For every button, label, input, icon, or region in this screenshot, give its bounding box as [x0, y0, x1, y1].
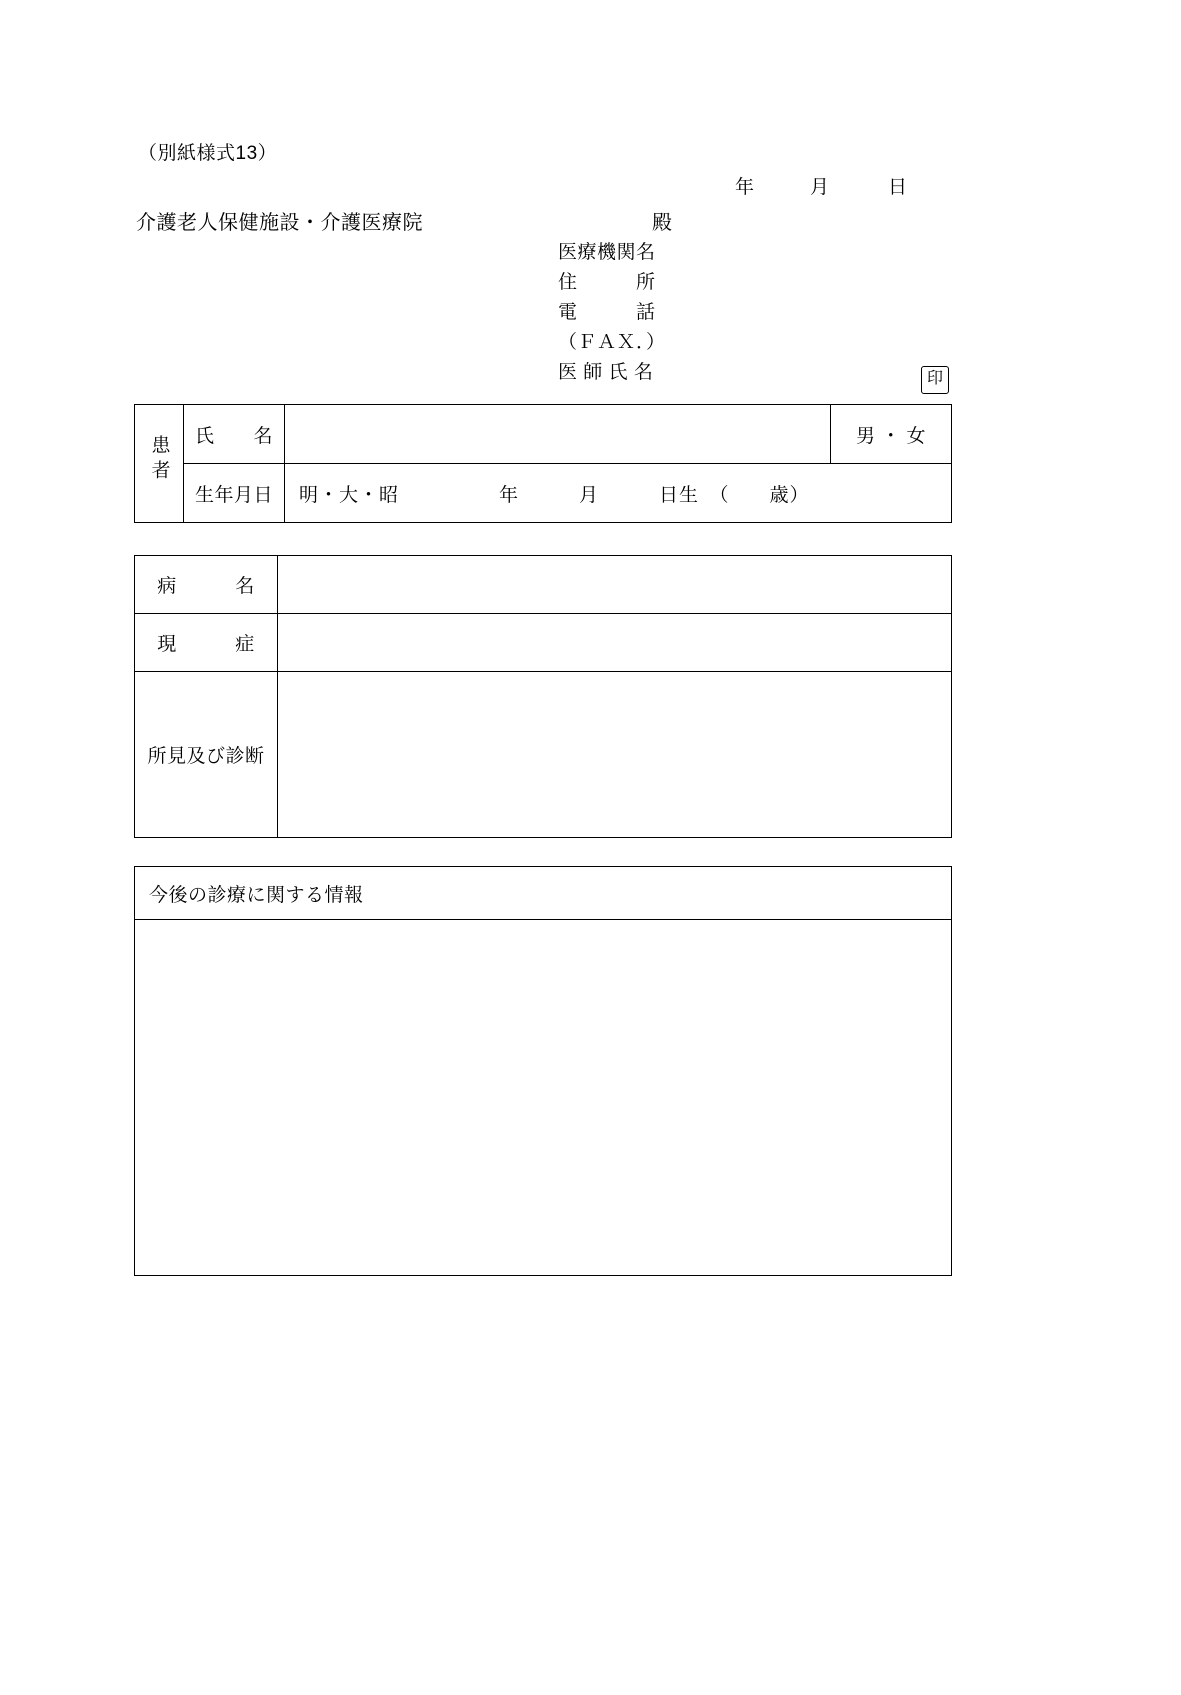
- addressee-honorific: 殿: [652, 212, 672, 234]
- future-treatment-title: 今後の診療に関する情報: [135, 867, 952, 920]
- table-row: [135, 556, 952, 614]
- diagnosis-table: [134, 555, 952, 838]
- table-row: [135, 867, 952, 920]
- date-line: [735, 172, 908, 199]
- addressee-label: 介護老人保健施設・介護医療院: [136, 212, 423, 234]
- disease-name-label: 病 名: [135, 556, 278, 614]
- future-treatment-table: [134, 866, 952, 1276]
- sex-options[interactable]: 男 ・ 女: [831, 405, 952, 464]
- table-row: [135, 464, 952, 523]
- future-treatment-field[interactable]: [135, 920, 952, 1276]
- patient-vertical-label: [135, 405, 184, 523]
- table-row: [135, 920, 952, 1276]
- doctor-name-label: 医 師 氏 名: [558, 362, 654, 383]
- findings-diagnosis-label: 所見及び診断: [135, 672, 278, 838]
- sender-block: [558, 238, 666, 388]
- institution-name-label: 医療機関名: [558, 242, 656, 263]
- name-value-field[interactable]: [285, 405, 831, 464]
- dob-label: 生年月日: [184, 464, 285, 523]
- patient-info-table: [134, 404, 952, 523]
- table-row: [135, 672, 952, 838]
- dob-value-field[interactable]: 明・大・昭 年 月 日生 （ 歳）: [285, 464, 952, 523]
- date-month-label: 月: [810, 177, 831, 198]
- findings-diagnosis-field[interactable]: [278, 672, 952, 838]
- seal-stamp-icon: 印: [921, 366, 949, 394]
- date-day-label: 日: [888, 177, 909, 198]
- table-row: [135, 614, 952, 672]
- form-code: （別紙様式13）: [138, 143, 278, 164]
- name-label: 氏 名: [184, 405, 285, 464]
- current-symptoms-label: 現 症: [135, 614, 278, 672]
- date-year-label: 年: [735, 177, 756, 198]
- patient-vertical-label-text: 患者: [148, 434, 170, 485]
- disease-name-field[interactable]: [278, 556, 952, 614]
- table-row: [135, 405, 952, 464]
- current-symptoms-field[interactable]: [278, 614, 952, 672]
- address-label: 住 所: [558, 272, 656, 293]
- fax-label: （ＦＡＸ．）: [558, 332, 666, 353]
- phone-label: 電 話: [558, 302, 656, 323]
